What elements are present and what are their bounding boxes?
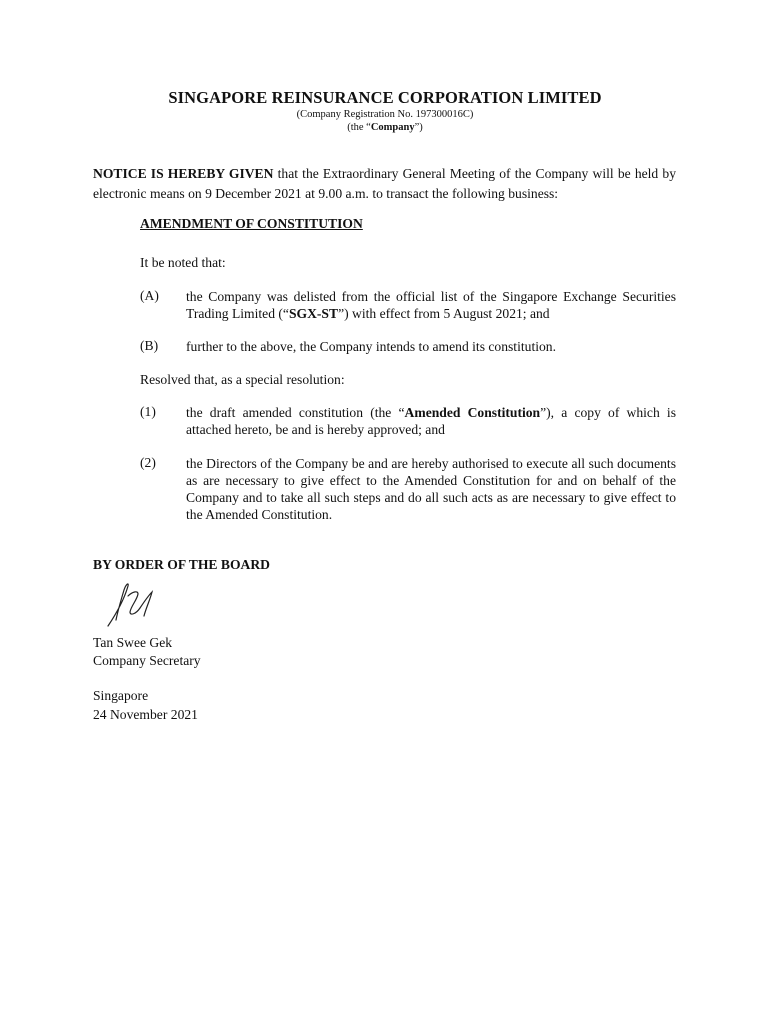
defined-term-suffix: ”) xyxy=(414,122,423,133)
notice-place: Singapore xyxy=(93,688,149,703)
noted-intro: It be noted that: xyxy=(140,255,226,270)
notice-paragraph xyxy=(93,164,676,204)
by-order-heading: BY ORDER OF THE BOARD xyxy=(93,557,270,572)
company-defined-term xyxy=(0,122,770,133)
company-registration: (Company Registration No. 197300016C) xyxy=(296,109,474,120)
notice-text: that the Extraordinary General Meeting of the Company will be held by electronic means on 9 December 2021 at 9.00 a.m. to transact the following business: xyxy=(93,166,676,201)
item-label-b: (B) xyxy=(140,338,159,353)
item-text-2: the Directors of the Company be and are hereby authorised to execute all such documents as are necessary to give effect to the Amended Constitution for and on behalf of the Company and to take all such steps and do all such acts as are necessary to give effect to the Amended Constitution. xyxy=(186,456,676,522)
defined-term-prefix: (the “ xyxy=(347,122,371,133)
item-1-bold: Amended Constitution xyxy=(404,405,541,420)
item-text-a xyxy=(186,288,676,322)
item-label-2: (2) xyxy=(140,455,156,470)
resolved-intro: Resolved that, as a special resolution: xyxy=(140,372,345,387)
item-a-text-after: ”) with effect from 5 August 2021; and xyxy=(338,306,550,321)
company-name-heading: SINGAPORE REINSURANCE CORPORATION LIMITED xyxy=(168,88,602,107)
signatory-title: Company Secretary xyxy=(93,653,201,668)
item-label-a: (A) xyxy=(140,288,159,303)
section-heading: AMENDMENT OF CONSTITUTION xyxy=(140,216,363,231)
notice-date: 24 November 2021 xyxy=(93,707,198,722)
item-1-text-before: the draft amended constitution (the “ xyxy=(186,405,405,420)
item-text-1 xyxy=(186,404,676,438)
item-text-b: further to the above, the Company intends to amend its constitution. xyxy=(186,339,556,354)
item-a-bold: SGX-ST xyxy=(288,306,339,321)
notice-lead: NOTICE IS HEREBY GIVEN xyxy=(93,166,274,181)
item-1-text-after: ”), a copy of which is attached hereto, be and is hereby approved; and xyxy=(186,405,676,437)
item-a-text-before: the Company was delisted from the official list of the Singapore Exchange Securities Trading Limited (“ xyxy=(186,289,676,321)
signatory-name: Tan Swee Gek xyxy=(93,635,173,650)
defined-term-bold: Company xyxy=(370,122,415,133)
signature-icon xyxy=(104,580,164,628)
item-label-1: (1) xyxy=(140,404,156,419)
